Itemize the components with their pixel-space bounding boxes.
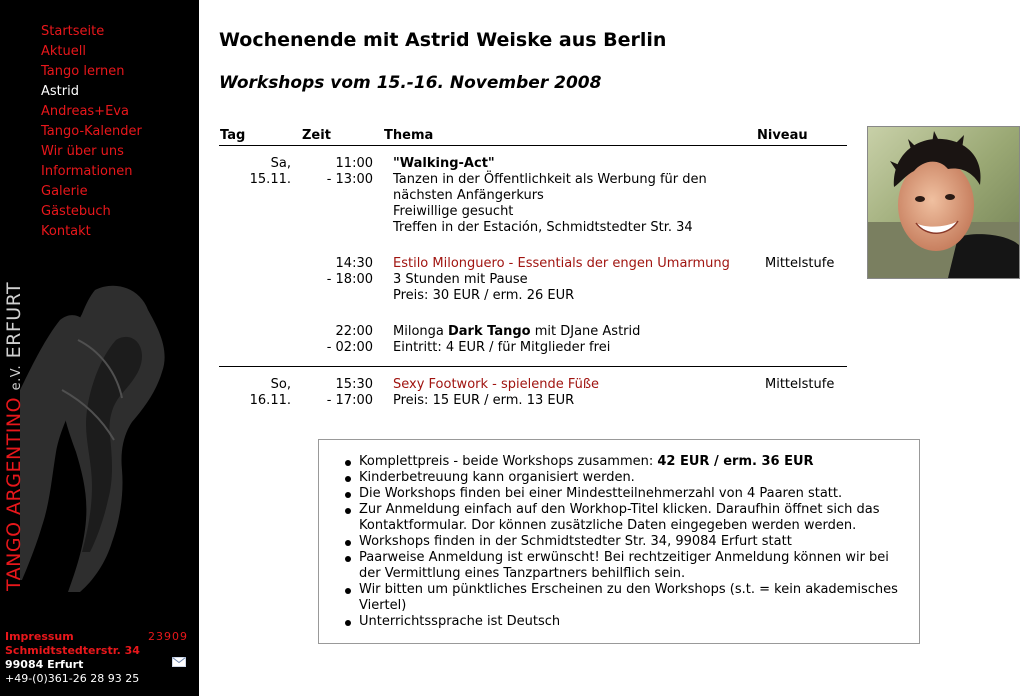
nav-item-startseite bbox=[41, 24, 142, 44]
portrait-photo bbox=[867, 126, 1020, 279]
info-item: Wir bitten um pünktliches Erscheinen zu den Workshops (s.t. = kein akademisches Viertel) bbox=[344, 582, 914, 614]
nav-link-informationen[interactable]: Informationen bbox=[41, 164, 133, 179]
nav-item-tango-lernen bbox=[41, 64, 142, 84]
time-start: 22:00 bbox=[335, 324, 373, 339]
nav-item-gaestebuch bbox=[41, 204, 142, 224]
page-subtitle: Workshops vom 15.-16. November 2008 bbox=[219, 73, 602, 93]
time-start: 15:30 bbox=[335, 377, 373, 392]
nav-link-tango-lernen[interactable]: Tango lernen bbox=[41, 64, 125, 79]
time-end: - 13:00 bbox=[326, 172, 373, 187]
topic-title-bold: Dark Tango bbox=[447, 324, 531, 339]
main-navigation bbox=[41, 24, 142, 244]
topic-title-pre: Milonga bbox=[393, 324, 448, 339]
nav-link-aktuell[interactable]: Aktuell bbox=[41, 44, 86, 59]
nav-link-galerie[interactable]: Galerie bbox=[41, 184, 88, 199]
info-item: Zur Anmeldung einfach auf den Workhop-Titel klicken. Daraufhin öffnet sich das Kontaktformular. Dor können zusätzliche Daten eingegeben werden werden. bbox=[344, 502, 914, 534]
time-end: - 17:00 bbox=[326, 393, 373, 408]
entry-day bbox=[219, 377, 291, 409]
time-start: 11:00 bbox=[335, 156, 373, 171]
nav-link-startseite[interactable]: Startseite bbox=[41, 24, 105, 39]
topic-line: Preis: 30 EUR / erm. 26 EUR bbox=[393, 288, 575, 303]
info-box bbox=[318, 439, 920, 644]
topic-title: "Walking-Act" bbox=[393, 156, 495, 171]
schedule-entry-walking-act bbox=[219, 156, 847, 236]
schedule-entry-estilo-milonguero bbox=[219, 256, 847, 304]
info-item: Unterrichtssprache ist Deutsch bbox=[344, 614, 914, 630]
footer-phone: +49-(0)361-26 28 93 25 bbox=[5, 672, 140, 685]
nav-item-aktuell bbox=[41, 44, 142, 64]
day-date: 16.11. bbox=[249, 393, 291, 408]
footer-street: Schmidtstedterstr. 34 bbox=[5, 644, 140, 657]
info-item: Die Workshops finden bei einer Mindestteilnehmerzahl von 4 Paaren statt. bbox=[344, 486, 914, 502]
sidebar bbox=[0, 0, 199, 696]
topic-line: 3 Stunden mit Pause bbox=[393, 272, 528, 287]
brand-name: TANGO ARGENTINO bbox=[3, 396, 25, 591]
info-price-bold: 42 EUR / erm. 36 EUR bbox=[657, 454, 814, 469]
entry-time bbox=[309, 156, 373, 188]
entry-time bbox=[309, 256, 373, 288]
info-item bbox=[344, 454, 914, 470]
nav-item-astrid bbox=[41, 84, 142, 104]
header-zeit: Zeit bbox=[302, 128, 331, 143]
time-start: 14:30 bbox=[335, 256, 373, 271]
topic-title bbox=[393, 324, 753, 340]
nav-item-informationen bbox=[41, 164, 142, 184]
dancing-couple-illustration bbox=[20, 280, 180, 600]
brand-vertical-title bbox=[3, 281, 25, 591]
nav-item-wir-ueber-uns bbox=[41, 144, 142, 164]
day-date: 15.11. bbox=[249, 172, 291, 187]
time-end: - 18:00 bbox=[326, 272, 373, 287]
workshop-schedule-table bbox=[219, 127, 847, 408]
topic-line: Preis: 15 EUR / erm. 13 EUR bbox=[393, 393, 575, 408]
topic-line: Eintritt: 4 EUR / für Mitglieder frei bbox=[393, 340, 611, 355]
brand-ev: e.V. bbox=[9, 364, 24, 391]
schedule-entry-milonga bbox=[219, 324, 847, 356]
entry-level: Mittelstufe bbox=[765, 377, 835, 392]
topic-line: Tanzen in der Öffentlichkeit als Werbung für den bbox=[393, 172, 707, 187]
time-end: - 02:00 bbox=[326, 340, 373, 355]
envelope-icon[interactable] bbox=[172, 657, 186, 667]
info-item: Kinderbetreuung kann organisiert werden. bbox=[344, 470, 914, 486]
footer-city: 99084 Erfurt bbox=[5, 658, 84, 671]
info-list bbox=[344, 454, 914, 630]
visitor-counter: 23909 bbox=[148, 630, 188, 643]
impressum-link[interactable]: Impressum bbox=[5, 630, 74, 643]
entry-time bbox=[309, 324, 373, 356]
topic-line: nächsten Anfängerkurs bbox=[393, 188, 544, 203]
topic-line: Freiwillige gesucht bbox=[393, 204, 514, 219]
nav-link-tango-kalender[interactable]: Tango-Kalender bbox=[41, 124, 142, 139]
entry-time bbox=[309, 377, 373, 409]
workshop-link-sexy-footwork[interactable]: Sexy Footwork - spielende Füße bbox=[393, 377, 600, 392]
entry-topic bbox=[393, 156, 753, 236]
nav-item-tango-kalender bbox=[41, 124, 142, 144]
day-weekday: Sa, bbox=[270, 156, 291, 171]
day-weekday: So, bbox=[270, 377, 291, 392]
info-item: Paarweise Anmeldung ist erwünscht! Bei rechtzeitiger Anmeldung können wir bei der Vermittlung eines Tanzpartners behilflich sein. bbox=[344, 550, 914, 582]
topic-title-post: mit DJane Astrid bbox=[530, 324, 641, 339]
schedule-header-row bbox=[219, 127, 847, 146]
entry-topic bbox=[393, 324, 753, 356]
day-separator bbox=[219, 366, 847, 367]
workshop-link-estilo-milonguero[interactable]: Estilo Milonguero - Essentials der engen Umarmung bbox=[393, 256, 730, 271]
header-tag: Tag bbox=[220, 128, 246, 143]
entry-level: Mittelstufe bbox=[765, 256, 835, 271]
header-thema: Thema bbox=[384, 128, 434, 143]
portrait-image bbox=[868, 127, 1019, 278]
nav-link-kontakt[interactable]: Kontakt bbox=[41, 224, 91, 239]
entry-topic bbox=[393, 377, 753, 409]
nav-link-andreas-eva[interactable]: Andreas+Eva bbox=[41, 104, 129, 119]
entry-topic bbox=[393, 256, 753, 304]
brand-city: ERFURT bbox=[3, 281, 25, 359]
entry-day bbox=[219, 156, 291, 188]
topic-line: Treffen in der Estación, Schmidtstedter Str. 34 bbox=[393, 220, 693, 235]
nav-link-wir-ueber-uns[interactable]: Wir über uns bbox=[41, 144, 124, 159]
nav-item-galerie bbox=[41, 184, 142, 204]
info-item: Workshops finden in der Schmidtstedter Str. 34, 99084 Erfurt statt bbox=[344, 534, 914, 550]
nav-link-astrid[interactable]: Astrid bbox=[41, 84, 79, 99]
main-content bbox=[219, 0, 1024, 696]
nav-item-andreas-eva bbox=[41, 104, 142, 124]
page-title: Wochenende mit Astrid Weiske aus Berlin bbox=[219, 29, 667, 51]
schedule-entry-sexy-footwork bbox=[219, 377, 847, 409]
nav-item-kontakt bbox=[41, 224, 142, 244]
info-item-text: Komplettpreis - beide Workshops zusammen: bbox=[359, 454, 658, 469]
header-niveau: Niveau bbox=[757, 128, 808, 143]
nav-link-gaestebuch[interactable]: Gästebuch bbox=[41, 204, 111, 219]
